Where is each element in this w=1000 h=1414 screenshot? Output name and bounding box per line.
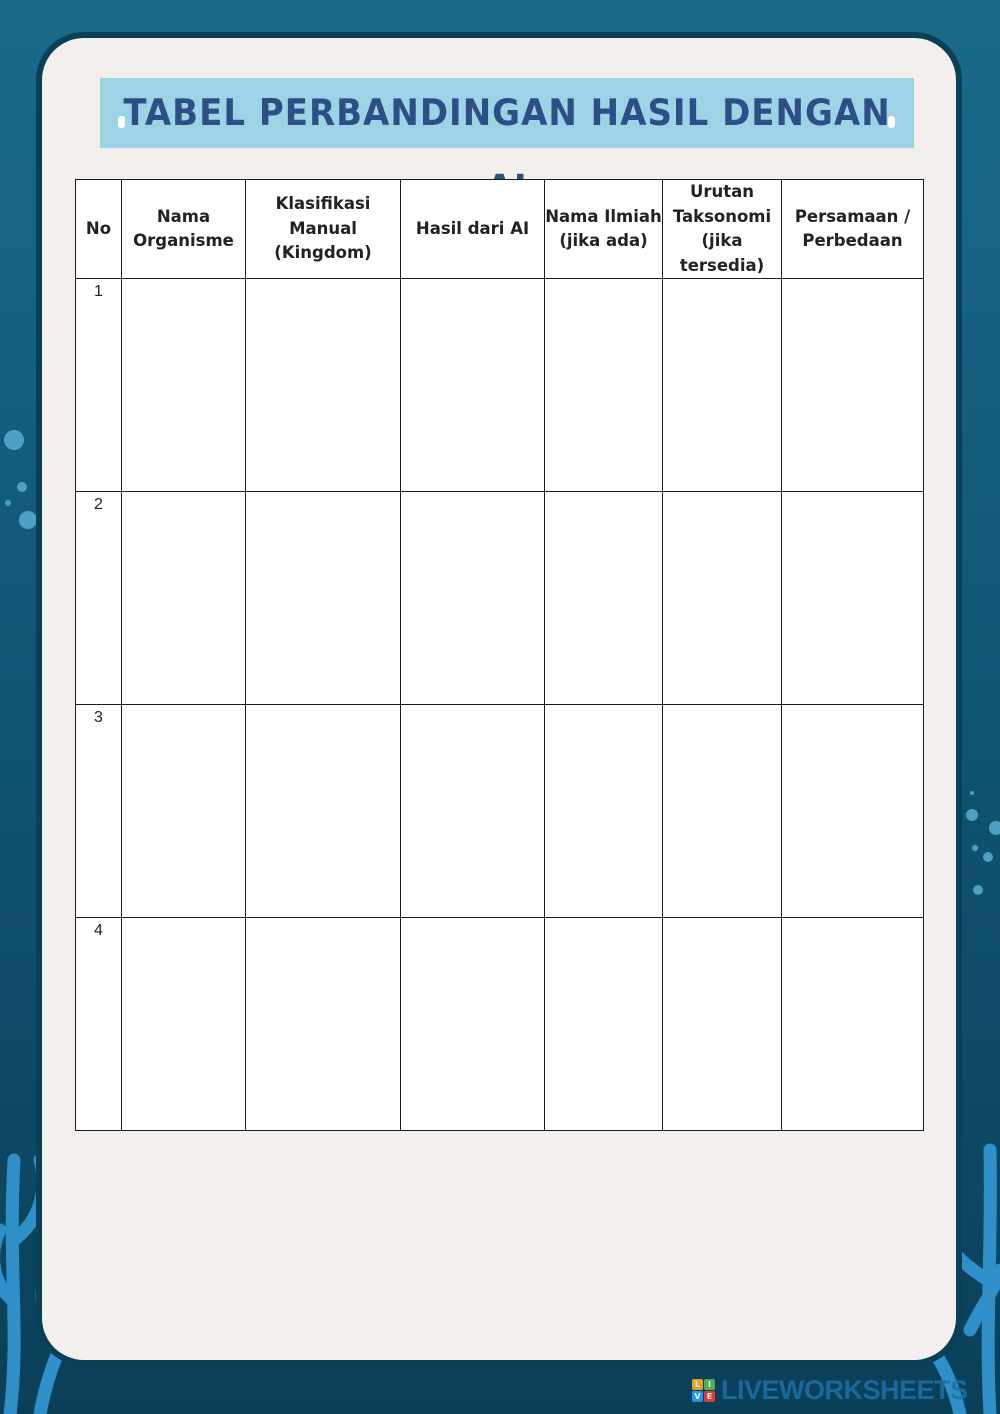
hasil-ai-cell[interactable] (401, 279, 545, 492)
table-row (76, 279, 924, 492)
nama-ilmiah-cell[interactable] (545, 918, 663, 1131)
table-row (76, 705, 924, 918)
header-nama-organisme: Nama Organisme (122, 180, 246, 279)
row-number: 4 (76, 918, 122, 1131)
title-banner (100, 78, 914, 148)
klasifikasi-manual-cell[interactable] (246, 918, 401, 1131)
persamaan-perbedaan-cell[interactable] (782, 492, 924, 705)
klasifikasi-manual-cell[interactable] (246, 279, 401, 492)
header-klasifikasi-manual: Klasifikasi Manual (Kingdom) (246, 180, 401, 279)
table-row (76, 492, 924, 705)
comparison-table-wrapper (75, 179, 924, 1131)
klasifikasi-manual-cell[interactable] (246, 492, 401, 705)
header-urutan-taksonomi: Urutan Taksonomi (jika tersedia) (663, 180, 782, 279)
nama-organisme-cell[interactable] (122, 705, 246, 918)
persamaan-perbedaan-cell[interactable] (782, 705, 924, 918)
hasil-ai-cell[interactable] (401, 918, 545, 1131)
worksheet-card (42, 38, 956, 1360)
row-number: 3 (76, 705, 122, 918)
nama-ilmiah-cell[interactable] (545, 705, 663, 918)
row-number: 2 (76, 492, 122, 705)
page-title: TABEL PERBANDINGAN HASIL DENGAN (123, 91, 891, 135)
table-row (76, 918, 924, 1131)
table-header-row (76, 180, 924, 279)
nama-organisme-cell[interactable] (122, 492, 246, 705)
header-persamaan-perbedaan: Persamaan / Perbedaan (782, 180, 924, 279)
nama-ilmiah-cell[interactable] (545, 492, 663, 705)
hasil-ai-cell[interactable] (401, 492, 545, 705)
header-hasil-ai: Hasil dari AI (401, 180, 545, 279)
urutan-taksonomi-cell[interactable] (663, 279, 782, 492)
klasifikasi-manual-cell[interactable] (246, 705, 401, 918)
header-no: No (76, 180, 122, 279)
persamaan-perbedaan-cell[interactable] (782, 279, 924, 492)
urutan-taksonomi-cell[interactable] (663, 918, 782, 1131)
watermark-text: LIVEWORKSHEETS (721, 1374, 968, 1405)
hasil-ai-cell[interactable] (401, 705, 545, 918)
urutan-taksonomi-cell[interactable] (663, 492, 782, 705)
nama-organisme-cell[interactable] (122, 279, 246, 492)
persamaan-perbedaan-cell[interactable] (782, 918, 924, 1131)
urutan-taksonomi-cell[interactable] (663, 705, 782, 918)
row-number: 1 (76, 279, 122, 492)
nama-organisme-cell[interactable] (122, 918, 246, 1131)
header-nama-ilmiah: Nama Ilmiah (jika ada) (545, 180, 663, 279)
liveworksheets-logo-icon: L I V E (692, 1379, 715, 1402)
nama-ilmiah-cell[interactable] (545, 279, 663, 492)
comparison-table (75, 179, 924, 1131)
liveworksheets-watermark (692, 1375, 968, 1405)
